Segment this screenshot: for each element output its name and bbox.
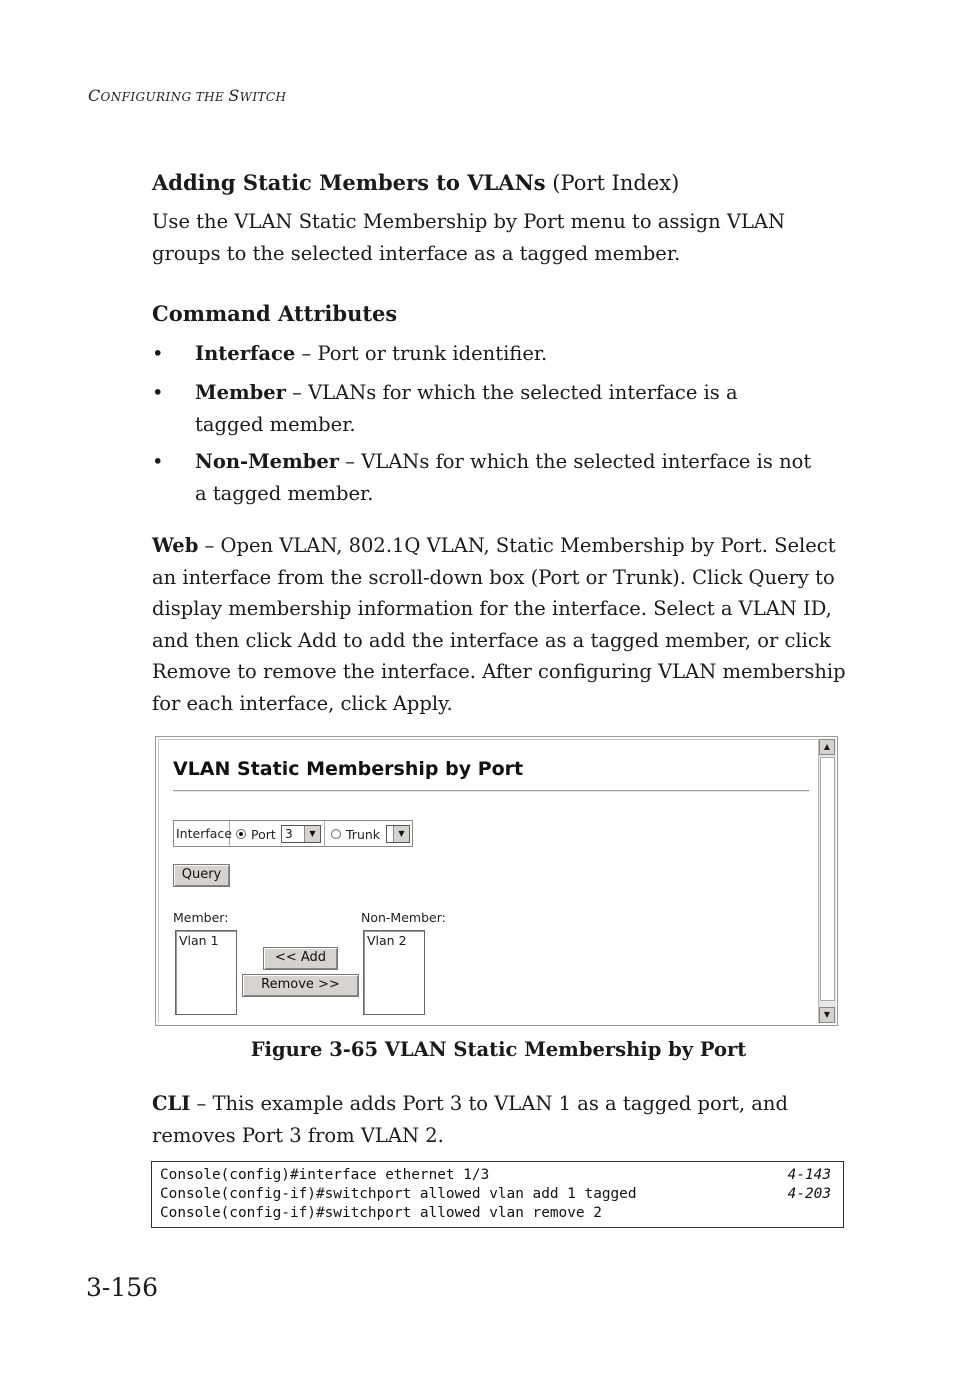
trunk-select[interactable] [386,825,410,843]
attribute-item: • Interface – Port or trunk identifier. [152,338,852,370]
code-block [151,1161,844,1228]
chevron-down-icon: ▼ [304,826,320,842]
scroll-down-icon[interactable]: ▼ [819,1007,835,1023]
interface-selector [173,820,413,847]
trunk-radio[interactable] [331,829,341,839]
scroll-thumb[interactable] [820,757,835,1001]
cli-paragraph: CLI – This example adds Port 3 to VLAN 1 as a tagged port, and removes Port 3 from VLAN 2. [152,1092,788,1147]
figure-caption: Figure 3-65 VLAN Static Membership by Port [250,1038,747,1061]
code-reference: 4-143 [787,1167,831,1183]
web-paragraph: Web – Open VLAN, 802.1Q VLAN, Static Membership by Port. Select an interface from the scroll-down box (Port or Trunk). Click Query to display membership information for the interface. Select a VLAN ID, and then click Add to add the interface as a tagged member, or click Remove to remove the interface. After configuring VLAN membership for each interface, click Apply. [152,534,846,715]
divider [173,790,809,792]
remove-button[interactable]: Remove >> [242,974,359,997]
bullet-marker: • [152,450,164,473]
member-listbox[interactable] [175,930,237,1015]
attribute-item: • Non-Member – VLANs for which the selected interface is not a tagged member. [152,446,822,509]
member-label: Member: [173,910,229,925]
chevron-down-icon: ▼ [393,826,409,842]
section-title: Adding Static Members to VLANs (Port Index) [152,170,680,195]
vlan-static-membership-screenshot [155,736,838,1026]
port-cell [230,821,325,846]
code-line: Console(config-if)#switchport allowed vlan remove 2 [160,1205,602,1221]
interface-label: Interface [176,826,232,841]
trunk-label: Trunk [346,827,381,842]
page-number: 3-156 [86,1273,159,1302]
running-head: CONFIGURING THE SWITCH [88,86,287,105]
port-label: Port [251,827,276,842]
list-item[interactable]: Vlan 1 [179,933,219,948]
vertical-scrollbar[interactable] [818,739,836,1023]
port-select[interactable]: 3 ▼ [281,825,321,843]
attributes-heading: Command Attributes [152,301,398,326]
add-button[interactable]: << Add [263,947,338,970]
code-reference: 4-203 [787,1186,831,1202]
list-item[interactable]: Vlan 2 [367,933,407,948]
non-member-label: Non-Member: [361,910,446,925]
interface-label-cell [174,821,230,846]
screenshot-title: VLAN Static Membership by Port [173,758,524,780]
code-line: Console(config-if)#switchport allowed vlan add 1 tagged [160,1186,637,1202]
code-line: Console(config)#interface ethernet 1/3 [160,1167,490,1183]
bullet-marker: • [152,381,164,404]
query-button[interactable]: Query [173,864,230,887]
bullet-marker: • [152,342,164,365]
intro-paragraph: Use the VLAN Static Membership by Port menu to assign VLAN groups to the selected interface as a tagged member. [152,210,786,265]
non-member-listbox[interactable] [363,930,425,1015]
port-radio[interactable] [236,829,246,839]
attribute-item: • Member – VLANs for which the selected interface is a tagged member. [152,377,792,440]
scroll-up-icon[interactable]: ▲ [819,739,835,755]
trunk-cell [325,821,412,846]
